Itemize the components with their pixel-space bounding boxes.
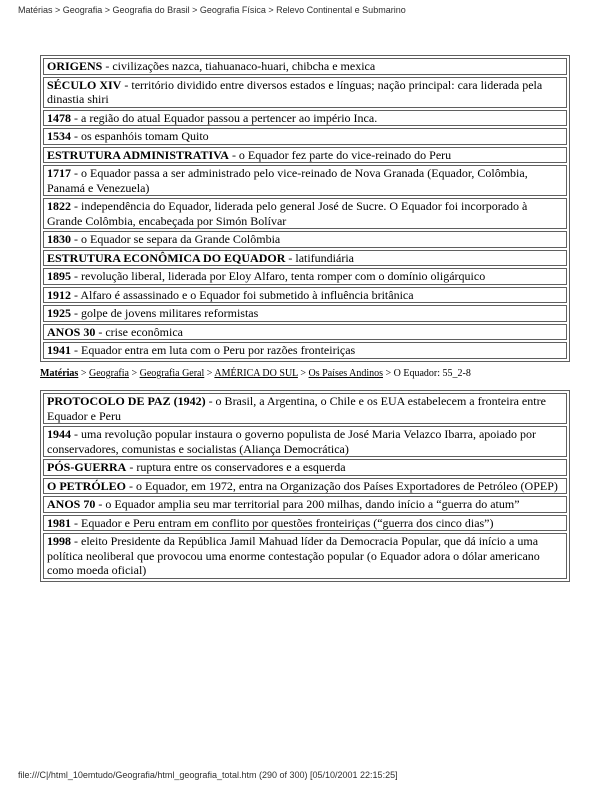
breadcrumb-link[interactable]: Matérias xyxy=(40,368,79,379)
table-row xyxy=(43,305,567,322)
row-description: - o Brasil, a Argentina, o Chile e os EUA estabelecem a fronteira entre Equador e Peru xyxy=(47,394,546,423)
table-row xyxy=(43,342,567,359)
row-term: PÓS-GUERRA xyxy=(47,460,127,474)
row-description: - latifundiária xyxy=(285,250,354,265)
table-row xyxy=(43,58,567,75)
row-description: - uma revolução popular instaura o governo populista de José Maria Velazco Ibarra, apoiado por conservadores, comunistas e socialistas (Aliança Democrática) xyxy=(47,427,536,456)
row-term: 1944 xyxy=(47,427,71,441)
row-term: ORIGENS xyxy=(47,59,103,73)
print-header-breadcrumb: Matérias > Geografia > Geografia do Brasil > Geografia Física > Relevo Continental e Submarino xyxy=(18,5,406,15)
row-description: - eleito Presidente da República Jamil Mahuad líder da Democracia Popular, que dá início a uma política neoliberal que provocou uma enorme contestação popular (o Equador adora o dólar americano como moeda oficial) xyxy=(47,534,540,577)
row-description: - Equador e Peru entram em conflito por questões fronteiriças (“guerra dos cinco dias”) xyxy=(71,515,494,530)
breadcrumb-link[interactable]: Os Países Andinos xyxy=(308,368,383,379)
row-description: - crise econômica xyxy=(95,324,183,339)
table-cell xyxy=(43,198,567,229)
row-description: - os espanhóis tomam Quito xyxy=(71,129,209,143)
table-row xyxy=(43,496,567,513)
row-term: SÉCULO XIV xyxy=(47,77,122,92)
table-2-body xyxy=(43,393,567,579)
table-row xyxy=(43,533,567,579)
table-row xyxy=(43,77,567,108)
table-cell xyxy=(43,393,567,424)
row-description: - Alfaro é assassinado e o Equador foi submetido à influência britânica xyxy=(71,287,414,302)
table-row xyxy=(43,478,567,495)
row-description: - a região do atual Equador passou a pertencer ao império Inca. xyxy=(71,110,378,125)
table-cell xyxy=(43,324,567,341)
table-cell xyxy=(43,305,567,322)
breadcrumb-link[interactable]: AMÉRICA DO SUL xyxy=(214,368,298,379)
row-term: 1822 xyxy=(47,199,71,213)
table-cell xyxy=(43,459,567,476)
breadcrumb-current: O Equador: 55_2-8 xyxy=(393,368,471,379)
row-description: - ruptura entre os conservadores e a esquerda xyxy=(126,460,346,474)
row-term: ESTRUTURA ECONÔMICA DO EQUADOR xyxy=(47,250,286,265)
table-row xyxy=(43,128,567,145)
table-cell xyxy=(43,147,567,164)
table-cell xyxy=(43,110,567,127)
table-cell xyxy=(43,496,567,513)
table-cell xyxy=(43,231,567,248)
table-cell xyxy=(43,165,567,196)
breadcrumb-link[interactable]: Geografia Geral xyxy=(139,368,205,379)
table-row xyxy=(43,459,567,476)
row-term: 1912 xyxy=(47,287,71,302)
row-description: - civilizações nazca, tiahuanaco-huari, chibcha e mexica xyxy=(102,59,376,73)
row-description: - golpe de jovens militares reformistas xyxy=(71,306,259,320)
table-row xyxy=(43,147,567,164)
table-row xyxy=(43,250,567,267)
row-description: - o Equador passa a ser administrado pelo vice-reinado de Nova Granada (Equador, Colômbia, Panamá e Venezuela) xyxy=(47,166,528,195)
breadcrumb-separator: > xyxy=(383,368,394,379)
row-description: - território dividido entre diversos estados e línguas; nação principal: cara liderada pela dinastia shiri xyxy=(47,77,543,106)
row-term: ANOS 30 xyxy=(47,324,96,339)
row-term: 1925 xyxy=(47,306,71,320)
table-cell xyxy=(43,342,567,359)
table-cell xyxy=(43,77,567,108)
row-term: 1717 xyxy=(47,166,71,180)
table-cell xyxy=(43,533,567,579)
row-term: 1534 xyxy=(47,129,71,143)
table-cell xyxy=(43,58,567,75)
ecuador-history-table-1 xyxy=(40,55,570,362)
breadcrumb-link[interactable]: Geografia xyxy=(88,368,129,379)
row-description: - o Equador fez parte do vice-reinado do Peru xyxy=(228,147,452,162)
table-cell xyxy=(43,268,567,285)
row-description: - revolução liberal, liderada por Eloy Alfaro, tenta romper com o domínio oligárquico xyxy=(71,269,486,283)
row-term: 1830 xyxy=(47,232,71,246)
breadcrumb-separator: > xyxy=(297,368,309,379)
ecuador-history-table-2 xyxy=(40,390,570,582)
row-term: 1981 xyxy=(47,515,71,530)
table-row xyxy=(43,287,567,304)
table-row xyxy=(43,426,567,457)
row-term: O PETRÓLEO xyxy=(47,478,127,493)
table-row xyxy=(43,110,567,127)
row-description: - independência do Equador, liderada pelo general José de Sucre. O Equador foi incorporado à Grande Colômbia, encabeçada por Simón Bolívar xyxy=(47,199,528,228)
row-description: - o Equador se separa da Grande Colômbia xyxy=(71,232,281,246)
table-row xyxy=(43,231,567,248)
row-term: PROTOCOLO DE PAZ (1942) xyxy=(47,394,206,408)
row-term: ESTRUTURA ADMINISTRATIVA xyxy=(47,147,229,162)
print-footer-url: file:///C|/html_10emtudo/Geografia/html_geografia_total.htm (290 of 300) [05/10/2001 22:15:25] xyxy=(18,770,398,780)
table-cell xyxy=(43,478,567,495)
table-row xyxy=(43,198,567,229)
row-description: - o Equador amplia seu mar territorial para 200 milhas, dando início a “guerra do atum” xyxy=(95,497,520,511)
table-cell xyxy=(43,128,567,145)
table-row xyxy=(43,324,567,341)
table-row xyxy=(43,165,567,196)
table-row xyxy=(43,393,567,424)
row-term: 1895 xyxy=(47,269,71,283)
row-term: ANOS 70 xyxy=(47,497,96,511)
table-cell xyxy=(43,426,567,457)
row-term: 1478 xyxy=(47,110,71,125)
row-term: 1998 xyxy=(47,534,71,548)
table-cell xyxy=(43,287,567,304)
breadcrumb-separator: > xyxy=(204,368,215,379)
row-description: - Equador entra em luta com o Peru por razões fronteiriças xyxy=(71,343,356,357)
breadcrumb-separator: > xyxy=(128,368,140,379)
breadcrumb xyxy=(40,368,471,379)
table-cell xyxy=(43,515,567,532)
table-1-body xyxy=(43,58,567,359)
row-term: 1941 xyxy=(47,343,71,357)
row-description: - o Equador, em 1972, entra na Organização dos Países Exportadores de Petróleo (OPEP) xyxy=(126,478,558,493)
table-row xyxy=(43,268,567,285)
breadcrumb-separator: > xyxy=(78,368,89,379)
table-cell xyxy=(43,250,567,267)
table-row xyxy=(43,515,567,532)
